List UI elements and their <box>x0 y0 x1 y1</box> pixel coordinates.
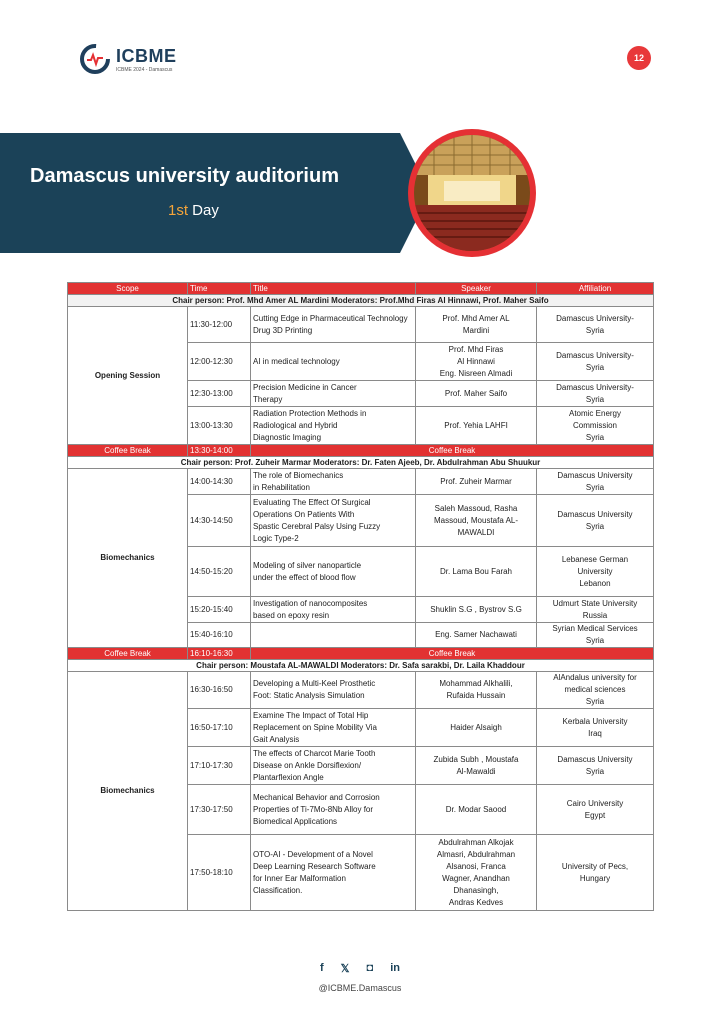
venue-title: Damascus university auditorium <box>30 165 339 187</box>
instagram-icon[interactable]: ◘ <box>366 962 374 974</box>
talk-speaker: Dr. Modar Saood <box>416 785 537 835</box>
talk-affiliation: Damascus University- Syria <box>537 307 654 343</box>
talk-title: Precision Medicine in Cancer Therapy <box>251 381 416 407</box>
talk-row <box>68 469 654 495</box>
talk-row <box>68 307 654 343</box>
talk-title: Examine The Impact of Total Hip Replacement on Spine Mobility Via Gait Analysis <box>251 709 416 747</box>
talk-affiliation: Syrian Medical Services Syria <box>537 623 654 648</box>
talk-affiliation: Lebanese German University Lebanon <box>537 547 654 597</box>
talk-speaker: Prof. Mhd Firas Al Hinnawi Eng. Nisreen Almadi <box>416 343 537 381</box>
talk-affiliation: Udmurt State University Russia <box>537 597 654 623</box>
opening-session <box>68 307 654 445</box>
talk-time: 15:40-16:10 <box>188 623 251 648</box>
brand-name: ICBME <box>116 46 177 66</box>
talk-speaker: Saleh Massoud, Rasha Massoud, Moustafa AL- MAWALDI <box>416 495 537 547</box>
coffee-break-center: Coffee Break <box>251 648 654 660</box>
table-header-row <box>68 283 654 295</box>
linkedin-icon[interactable]: in <box>390 962 400 974</box>
talk-title: Cutting Edge in Pharmaceutical Technology Drug 3D Printing <box>251 307 416 343</box>
column-header-speaker: Speaker <box>416 283 537 295</box>
talk-time: 14:30-14:50 <box>188 495 251 547</box>
talk-title: OTO-AI - Development of a Novel Deep Learning Research Software for Inner Ear Malformation Classification. <box>251 835 416 911</box>
biomechanics-session-2 <box>68 672 654 911</box>
chair-text: Chair person: Moustafa AL-MAWALDI Moderators: Dr. Safa sarakbi, Dr. Laila Khaddour <box>68 660 654 672</box>
talk-title: AI in medical technology <box>251 343 416 381</box>
talk-affiliation: Damascus University Syria <box>537 495 654 547</box>
talk-title: Investigation of nanocomposites based on epoxy resin <box>251 597 416 623</box>
talk-time: 17:50-18:10 <box>188 835 251 911</box>
footer <box>0 962 720 993</box>
column-header-time: Time <box>188 283 251 295</box>
day-number: 1st <box>168 202 189 219</box>
talk-affiliation: University of Pecs, Hungary <box>537 835 654 911</box>
coffee-break-label: Coffee Break <box>68 445 188 457</box>
talk-time: 11:30-12:00 <box>188 307 251 343</box>
day-label <box>168 202 219 219</box>
talk-affiliation: Atomic Energy Commission Syria <box>537 407 654 445</box>
talk-affiliation: Damascus University Syria <box>537 747 654 785</box>
talk-affiliation: Damascus University- Syria <box>537 381 654 407</box>
talk-title: Radiation Protection Methods in Radiological and Hybrid Diagnostic Imaging <box>251 407 416 445</box>
coffee-break-row <box>68 648 654 660</box>
talk-speaker: Zubida Subh , Moustafa Al-Mawaldi <box>416 747 537 785</box>
facebook-icon[interactable]: f <box>320 962 324 974</box>
talk-title: Evaluating The Effect Of Surgical Operations On Patients With Spastic Cerebral Palsy Using Fuzzy Logic Type-2 <box>251 495 416 547</box>
page-number: 12 <box>627 46 651 70</box>
talk-speaker: Prof. Mhd Amer AL Mardini <box>416 307 537 343</box>
brand-subtitle: ICBME 2024 - Damascus <box>116 67 173 73</box>
social-icons <box>0 962 720 975</box>
talk-time: 17:10-17:30 <box>188 747 251 785</box>
chair-row <box>68 660 654 672</box>
talk-speaker: Eng. Samer Nachawati <box>416 623 537 648</box>
coffee-break-time: 16:10-16:30 <box>188 648 251 660</box>
talk-time: 13:00-13:30 <box>188 407 251 445</box>
column-header-affiliation: Affiliation <box>537 283 654 295</box>
talk-title <box>251 623 416 648</box>
talk-title: Mechanical Behavior and Corrosion Properties of Ti-7Mo-8Nb Alloy for Biomedical Applications <box>251 785 416 835</box>
talk-affiliation: Kerbala University Iraq <box>537 709 654 747</box>
chair-row <box>68 457 654 469</box>
talk-time: 17:30-17:50 <box>188 785 251 835</box>
talk-time: 15:20-15:40 <box>188 597 251 623</box>
coffee-break-row <box>68 445 654 457</box>
session-scope: Biomechanics <box>68 672 188 911</box>
talk-time: 14:00-14:30 <box>188 469 251 495</box>
talk-title: The role of Biomechanics in Rehabilitation <box>251 469 416 495</box>
talk-affiliation: Cairo University Egypt <box>537 785 654 835</box>
chair-row <box>68 295 654 307</box>
talk-speaker: Shuklin S.G , Bystrov S.G <box>416 597 537 623</box>
talk-time: 16:50-17:10 <box>188 709 251 747</box>
talk-speaker: Haider Alsaigh <box>416 709 537 747</box>
chair-text: Chair person: Prof. Mhd Amer AL Mardini Moderators: Prof.Mhd Firas Al Hinnawi, Prof. Maher Saifo <box>68 295 654 307</box>
talk-speaker: Mohammad Alkhalili, Rufaida Hussain <box>416 672 537 709</box>
talk-title: Modeling of silver nanoparticle under the effect of blood flow <box>251 547 416 597</box>
social-handle: @ICBME.Damascus <box>318 983 402 993</box>
session-scope: Biomechanics <box>68 469 188 648</box>
biomechanics-session-1 <box>68 469 654 648</box>
column-header-title: Title <box>251 283 416 295</box>
coffee-break-label: Coffee Break <box>68 648 188 660</box>
session-scope: Opening Session <box>68 307 188 445</box>
talk-speaker: Prof. Maher Saifo <box>416 381 537 407</box>
chair-text: Chair person: Prof. Zuheir Marmar Moderators: Dr. Faten Ajeeb, Dr. Abdulrahman Abu Shuukur <box>68 457 654 469</box>
auditorium-photo <box>408 129 536 257</box>
talk-time: 16:30-16:50 <box>188 672 251 709</box>
talk-affiliation: Damascus University- Syria <box>537 343 654 381</box>
talk-speaker: Prof. Yehia LAHFI <box>416 407 537 445</box>
talk-row <box>68 672 654 709</box>
talk-title: Developing a Multi-Keel Prosthetic Foot: Static Analysis Simulation <box>251 672 416 709</box>
twitter-icon[interactable]: 𝕏 <box>340 963 350 975</box>
coffee-break-time: 13:30-14:00 <box>188 445 251 457</box>
talk-time: 12:00-12:30 <box>188 343 251 381</box>
talk-affiliation: Damascus University Syria <box>537 469 654 495</box>
talk-time: 12:30-13:00 <box>188 381 251 407</box>
column-header-scope: Scope <box>68 283 188 295</box>
talk-time: 14:50-15:20 <box>188 547 251 597</box>
talk-speaker: Dr. Lama Bou Farah <box>416 547 537 597</box>
talk-title: The effects of Charcot Marie Tooth Disease on Ankle Dorsiflexion/ Plantarflexion Angle <box>251 747 416 785</box>
logo-mark-icon <box>78 42 112 76</box>
coffee-break-center: Coffee Break <box>251 445 654 457</box>
day-word: Day <box>188 202 219 219</box>
title-banner <box>0 133 430 253</box>
talk-speaker: Prof. Zuheir Marmar <box>416 469 537 495</box>
program-table <box>67 282 654 911</box>
icbme-logo <box>78 42 177 78</box>
talk-affiliation: AlAndalus university for medical sciences Syria <box>537 672 654 709</box>
talk-speaker: Abdulrahman Alkojak Almasri, Abdulrahman Alsanosi, Franca Wagner, Anandhan Dhanasingh, Andras Kedves <box>416 835 537 911</box>
